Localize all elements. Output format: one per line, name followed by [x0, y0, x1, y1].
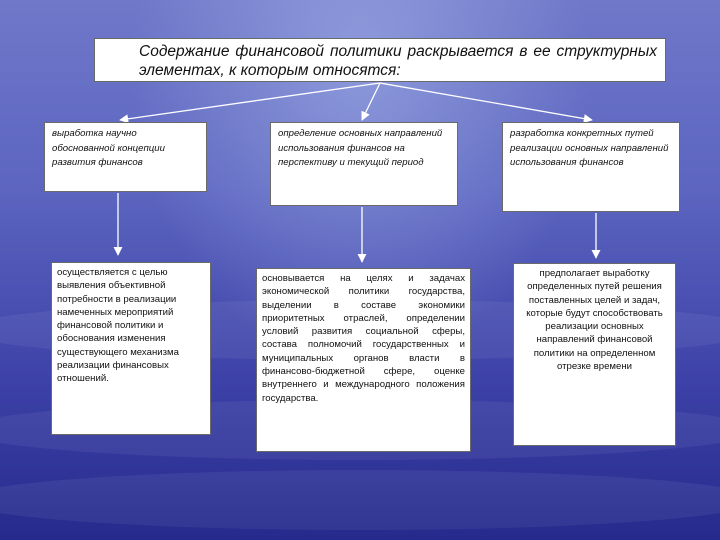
element-1-description: осуществляется с целью выявления объективной потребности в реализации намеченных мероприятий финансовой политики и обоснования изменения существующего механизма реализации финансовых отношений. — [51, 262, 211, 435]
arrow-title-to-element-2 — [362, 83, 380, 120]
element-3-description: предполагает выработку определенных путей решения поставленных целей и задач, которые будут способствовать реализации основных направлений финансовой политики на определенном отрезке времени — [513, 263, 676, 446]
element-2-description: основывается на целях и задачах экономической политики государства, выделении в составе экономики приоритетных отраслей, определении условий развития социальной сферы, состава полномочий государственных и муниципальных органов власти в финансово-бюджетной сфере, оценке внутреннего и международного положения государства. — [256, 268, 471, 452]
arrow-title-to-element-3 — [380, 83, 592, 120]
arrow-title-to-element-1 — [120, 83, 380, 120]
diagram-title: Содержание финансовой политики раскрывается в ее структурных элементах, к которым относятся: — [94, 38, 666, 82]
element-2-heading: определение основных направлений использования финансов на перспективу и текущий период — [270, 122, 458, 206]
element-1-heading: выработка научно обоснованной концепции развития финансов — [44, 122, 207, 192]
element-3-heading: разработка конкретных путей реализации основных направлений использования финансов — [502, 122, 680, 212]
